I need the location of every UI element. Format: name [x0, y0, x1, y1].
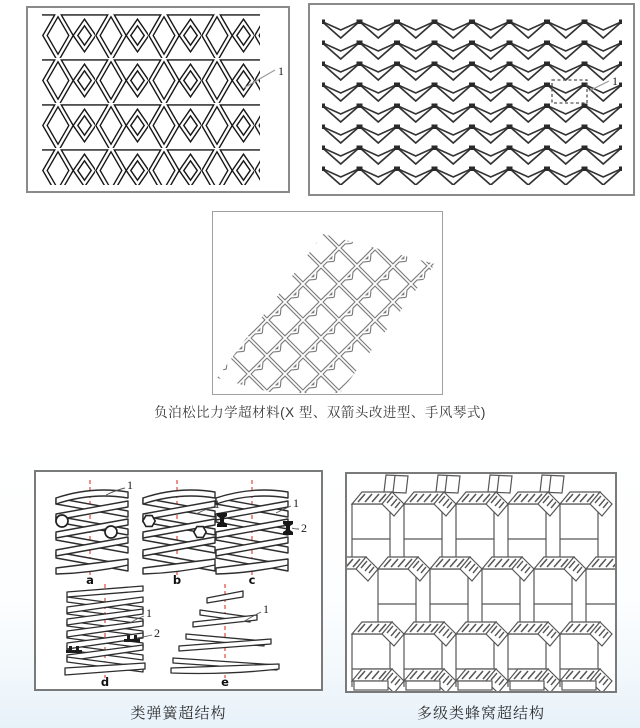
callout-spring-b: 1: [214, 497, 220, 511]
panel-springs: [34, 470, 323, 691]
springs-drawing: [36, 472, 321, 689]
panel-accordion: [212, 211, 443, 395]
accordion-drawing: [213, 212, 441, 393]
caption-metamaterial: 负泊松比力学超材料(X 型、双箭头改进型、手风琴式): [154, 405, 486, 420]
callout-spring-e1: 1: [263, 602, 269, 616]
caption-honeycomb: 多级类蜂窝超结构: [416, 705, 545, 722]
spring-letter-e: e: [221, 675, 229, 689]
x-lattice-drawing: [28, 8, 288, 191]
honeycomb-row: [347, 557, 615, 622]
cross-section-hexagon: [194, 527, 206, 538]
spring-letter-d: d: [100, 675, 110, 689]
cross-section-hexagon: [143, 516, 155, 527]
honeycomb-flap: [384, 475, 408, 493]
spring-letter-c: c: [248, 573, 256, 587]
callout-spring-d1: 1: [146, 606, 152, 620]
panel-double-arrow: [308, 3, 635, 196]
panel-honeycomb: [345, 472, 617, 693]
callout-spring-a: 1: [127, 478, 133, 492]
callout-spring-d2: 2: [154, 626, 160, 640]
honeycomb-flap: [540, 475, 564, 493]
panel-x-type: [26, 6, 290, 193]
honeycomb-row: [352, 492, 612, 557]
double-arrow-drawing: [310, 5, 633, 194]
honeycomb-flap: [436, 475, 460, 493]
honeycomb-flap: [488, 475, 512, 493]
callout-spring-c1: 1: [293, 496, 299, 510]
callout-x-type: 1: [278, 64, 284, 78]
spring-letter-b: b: [172, 573, 182, 587]
x-lattice-pattern: [42, 13, 260, 185]
honeycomb-bottom-trays: [352, 669, 612, 691]
callout-spring-c2: 2: [301, 521, 307, 535]
honeycomb-drawing: [347, 474, 615, 691]
spring-letter-a: a: [86, 573, 94, 587]
callout-double-arrow: 1: [612, 74, 618, 88]
double-arrow-pattern: [322, 18, 622, 185]
accordion-pattern: [217, 234, 435, 393]
caption-spring: 类弹簧超结构: [130, 705, 227, 722]
